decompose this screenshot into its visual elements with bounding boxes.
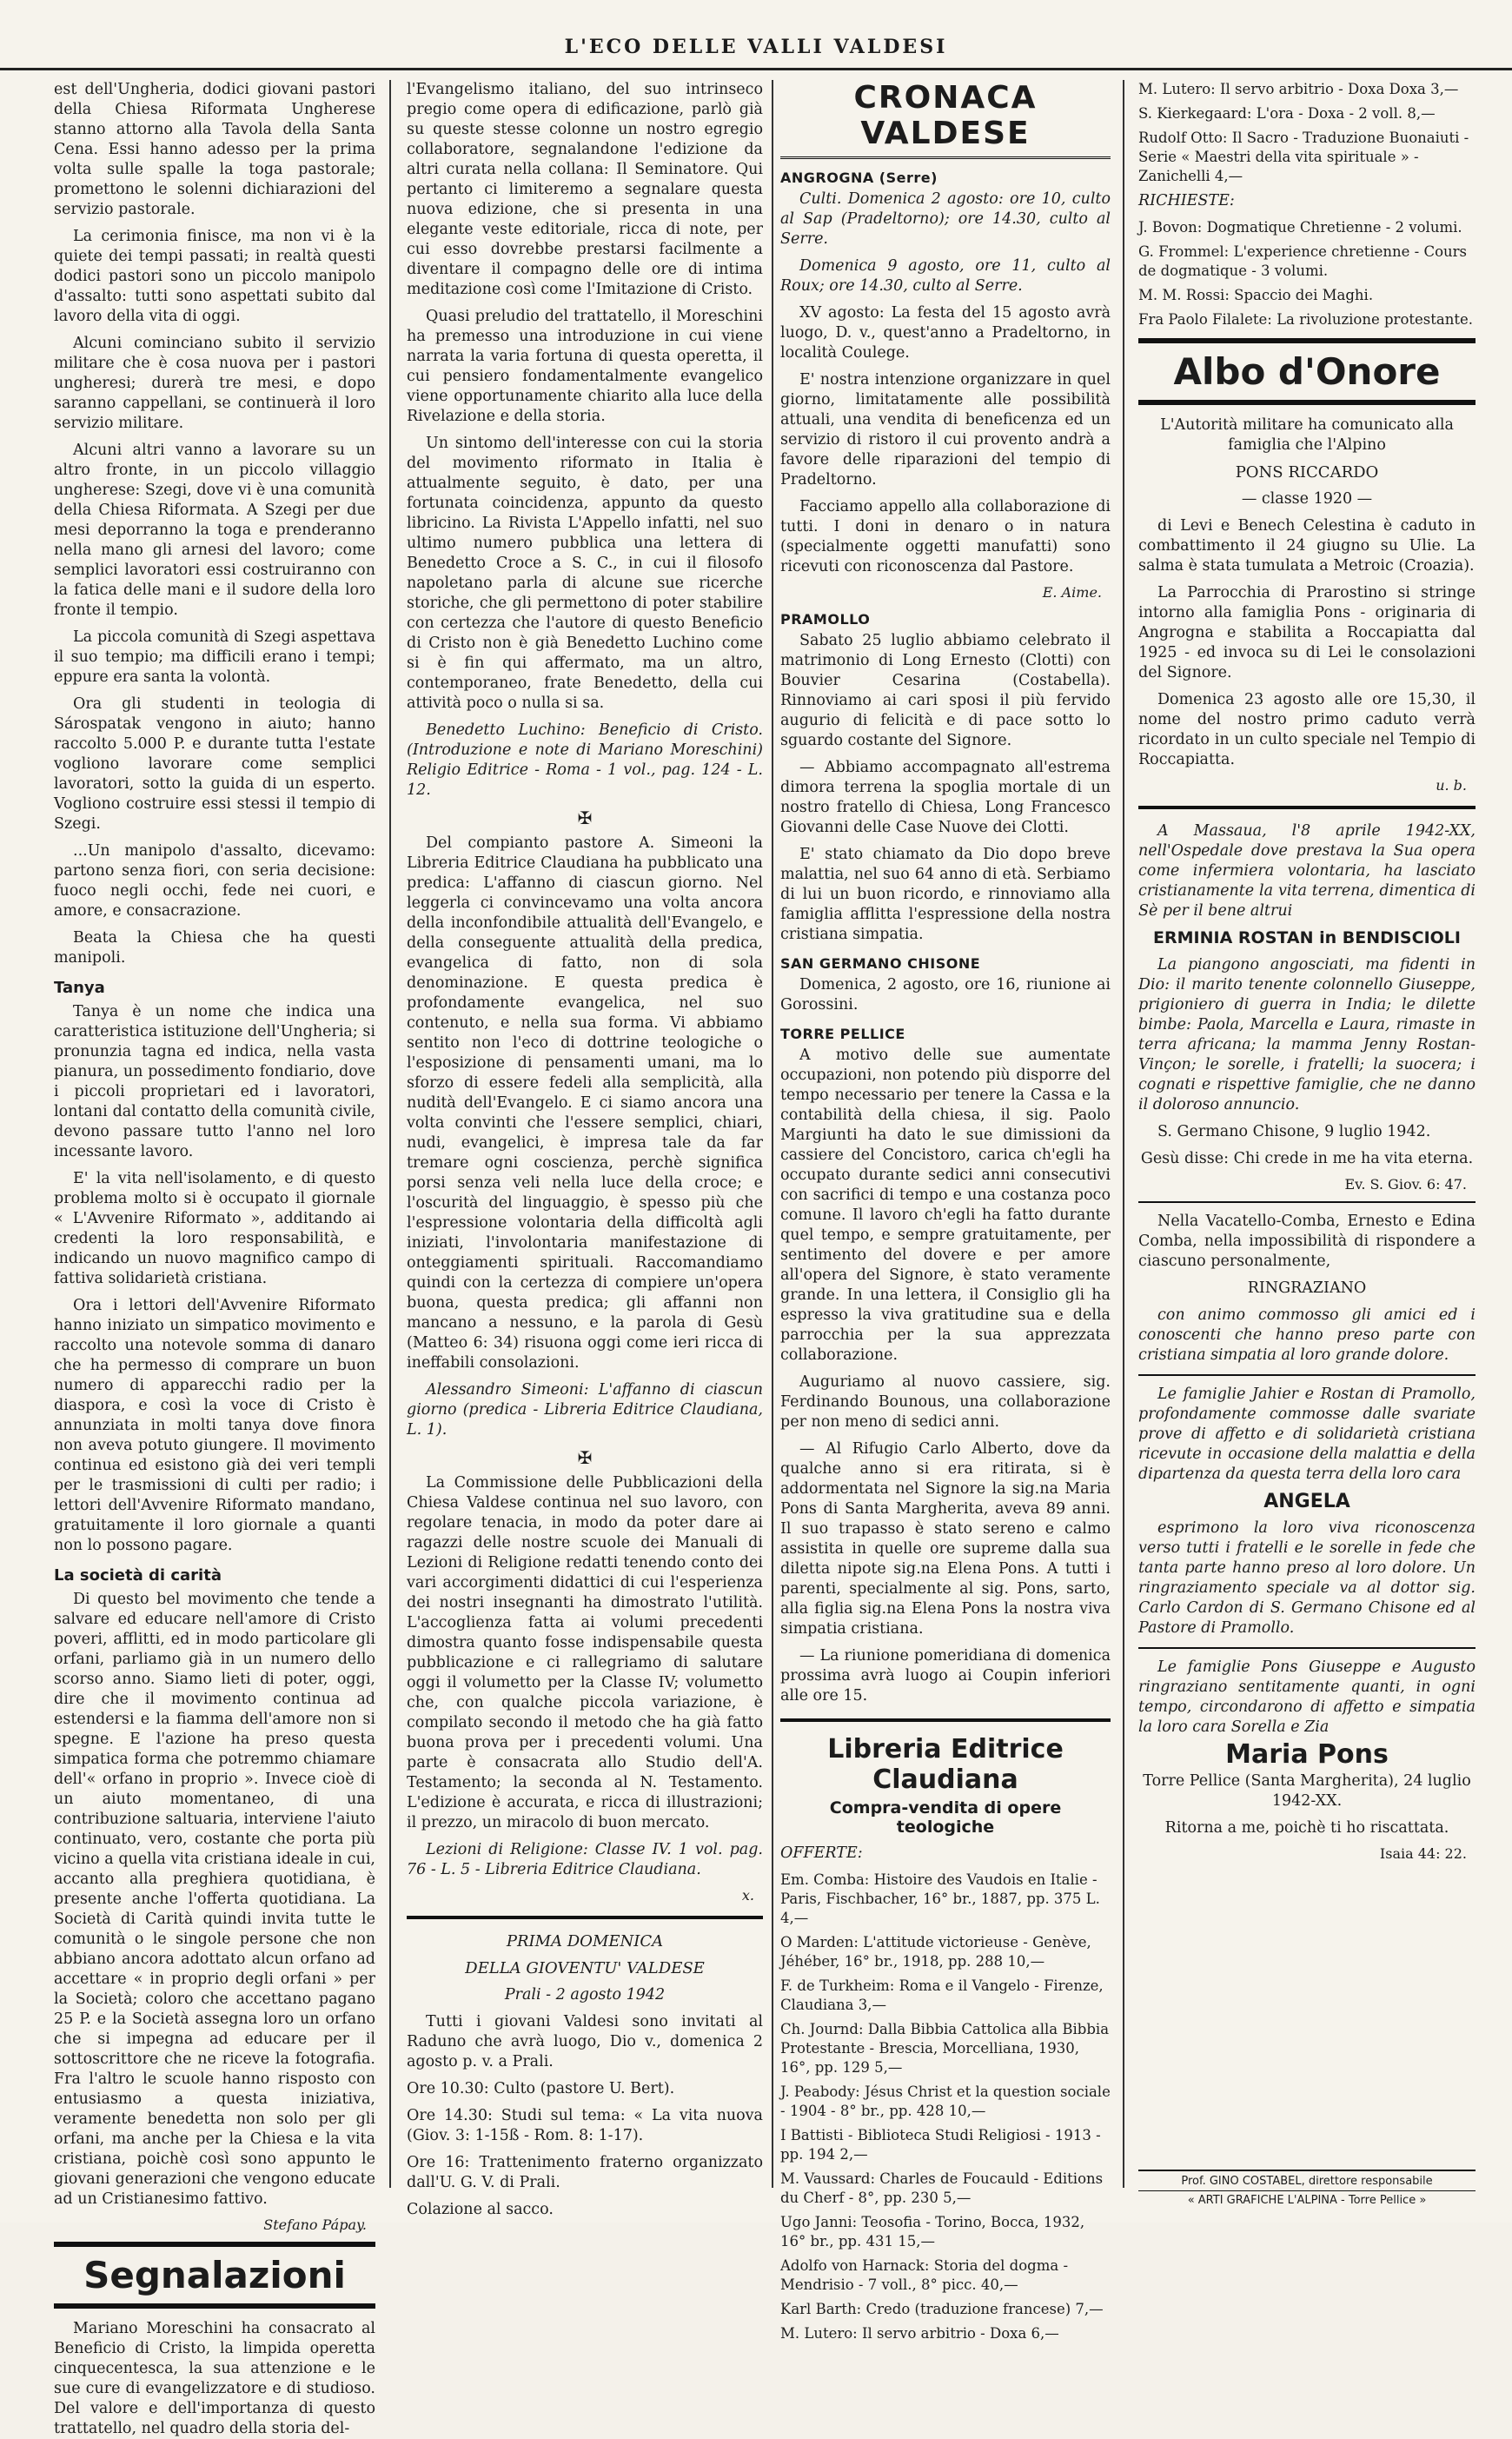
divider (1138, 1201, 1476, 1203)
fallen-name: PONS RICCARDO (1235, 463, 1379, 482)
paragraph: A Massaua, l'8 aprile 1942-XX, nell'Ospedale dove prestava la Sua opera come infermiera volontaria, ha lasciato cristianamente la vita terrena, dimentica di Sè per il bene altrui (1138, 822, 1476, 920)
cross-ornament: ✠ (577, 1447, 593, 1468)
paragraph: Le famiglie Pons Giuseppe e Augusto ringraziano sentitamente quanti, in ogni tempo, circondarono di affetto e simpatia la loro cara Sorella e Zia (1138, 1658, 1476, 1736)
section-heading: PRAMOLLO (780, 611, 871, 628)
paragraph: est dell'Ungheria, dodici giovani pastori della Chiesa Riformata Ungherese stanno attorno alla Tavola della Santa Cena. Essi hanno adesso per la prima volta sulle spalle la toga pastorale; promettono le solenni dichiarazioni del servizio pastorale. (54, 81, 375, 218)
fallen-class: — classe 1920 — (1241, 490, 1373, 508)
paragraph: Di questo bel movimento che tende a salvare ed educare nell'amore di Cristo poveri, afflitti, ed in modo particolare gli orfani, parliamo già in un numero dello scorso anno. Siamo lieti di poter, oggi, dire che il movimento continua ad estendersi e la fiamma dell'amore non si spegne. E l'azione ha preso questa simpatica forma che potremmo chiamare dell'« orfano in proprio ». Invece cioè di un aiuto momentaneo, di una contribuzione saltuaria, interviene l'aiuto continuato, vero, costante che porta più vicino a quella vita cristiana ideale in cui, accanto alla preghiera quotidiana, è presente anche l'offerta quotidiana. La Società di Carità quindi invita tutte le comunità o le singole persone che non abbiano ancora adottato alcun orfano ad accettare « in proprio degli orfani » per la Società; coloro che accettano pagano 25 P. e la Società assegna loro un orfano che si impegna ad educare per il sottoscrittore che ne riceve la fotografia. Fra l'altro le scuole hanno risposto con entusiasmo a questa iniziativa, veramente benedetta non solo per gli orfani, ma anche per la Chiesa e la vita cristiana, poichè così sono appunto le giovani generazioni che vengono educate ad un Cristianesimo fattivo. (54, 1591, 375, 2208)
verse-reference: Isaia 44: 22. (1379, 1845, 1467, 1862)
place-date: Torre Pellice (Santa Margherita), 24 luglio 1942-XX. (1143, 1772, 1471, 1810)
column-rule (772, 80, 773, 2188)
paragraph: Beata la Chiesa che ha questi manipoli. (54, 929, 375, 967)
signature: E. Aime. (1042, 584, 1102, 601)
paragraph: ...Un manipolo d'assalto, dicevamo: partono senza fiori, con seria decisione: fuoco negli occhi, fede nei cuori, e amore, e consacrazione. (54, 842, 375, 920)
section-heading: La società di carità (54, 1566, 222, 1585)
list-item: M. Vaussard: Charles de Foucauld - Editions du Cherf - 8°, pp. 230 5,— (780, 2170, 1104, 2206)
bibliographic-note: Lezioni di Religione: Classe IV. 1 vol. pag. 76 - L. 5 - Libreria Editrice Claudiana. (407, 1841, 763, 1878)
paragraph: Culti. Domenica 2 agosto: ore 10, culto al Sap (Pradeltorno); ore 14.30, culto al Serre. (780, 190, 1111, 248)
section-heading: Tanya (54, 979, 105, 997)
paragraph: XV agosto: La festa del 15 agosto avrà luogo, D. v., quest'anno a Pradeltorno, in località Coulege. (780, 304, 1111, 362)
richieste-list (1138, 218, 1476, 329)
divider (1138, 1647, 1476, 1649)
program-item: Ore 14.30: Studi sul tema: « La vita nuova (Giov. 3: 1-15ß - Rom. 8: 1-17). (407, 2107, 763, 2144)
paragraph: l'Evangelismo italiano, del suo intrinseco pregio come opera di edificazione, parlò già su queste stesse colonne un nostro egregio collaboratore, segnalandone l'edizione da altri curata nella collana: Il Seminatore. Qui pertanto ci limiteremo a segnalare questa nuova edizione, che si presenta in una elegante veste editoriale, ricca di note, per cui esso dovrebbe prestarsi facilmente a diventare il compagno delle ore di intima meditazione così come l'Imitazione di Cristo. (407, 81, 763, 298)
list-item: M. M. Rossi: Spaccio dei Maghi. (1138, 287, 1374, 303)
column-rule (389, 80, 391, 2188)
paragraph: L'Autorità militare ha comunicato alla famiglia che l'Alpino (1160, 416, 1454, 454)
list-item: J. Peabody: Jésus Christ et la question sociale - 1904 - 8° br., pp. 428 10,— (780, 2083, 1111, 2119)
paragraph: con animo commosso gli amici ed i conoscenti che hanno preso parte con cristiana simpatia al loro grande dolore. (1138, 1306, 1476, 1364)
paragraph: Alcuni cominciano subito il servizio militare che è cosa nuova per i pastori ungheresi; durerà tre mesi, e dopo saranno cappellani, se continuerà il loro servizio militare. (54, 335, 375, 432)
paragraph: A motivo delle sue aumentate occupazioni, non potendo più disporre del tempo necessario per tenere la Cassa e la contabilità della chiesa, il sig. Paolo Margiunti ha dato le sue dimissioni da cassiere del Concistoro, carica ch'egli ha occupato durante sedici anni consecutivi con sacrifici di tempo e una costanza poco comune. Il lavoro ch'egli ha fatto durante quel tempo, e sempre gratuitamente, per sentimento del dovere e per amore all'opera del Signore, è stato veramente grande. In una lettera, il Consiglio gli ha espresso la viva gratitudine sua e della parrocchia per la sua apprezzata collaborazione. (780, 1047, 1111, 1364)
list-item: J. Bovon: Dogmatique Chretienne - 2 volumi. (1138, 219, 1462, 236)
section-heading: ANGROGNA (Serre) (780, 169, 938, 186)
paragraph: La piccola comunità di Szegi aspettava il suo tempio; ma difficili erano i tempi; eppure era santa la volontà. (54, 628, 375, 686)
list-label: OFFERTE: (780, 1844, 863, 1862)
libreria-heading: Libreria Editrice Claudiana (827, 1734, 1064, 1795)
list-item: Rudolf Otto: Il Sacro - Traduzione Buonaiuti - Serie « Maestri della vita spirituale » - Zanichelli 4,— (1138, 130, 1469, 184)
list-item: F. de Turkheim: Roma e il Vangelo - Firenze, Claudiana 3,— (780, 1977, 1104, 2013)
signature: u. b. (1436, 777, 1467, 794)
list-item: S. Kierkegaard: L'ora - Doxa - 2 voll. 8,— (1138, 105, 1436, 122)
list-item: O Marden: L'attitude victorieuse - Genève, Jéhéber, 16° br., 1918, pp. 288 10,— (780, 1934, 1091, 1970)
footer-printer: « ARTI GRAFICHE L'ALPINA - Torre Pellice » (1138, 2190, 1476, 2207)
paragraph: esprimono la loro viva riconoscenza verso tutti i fratelli e le sorelle in fede che tanta parte hanno preso al loro dolore. Un ringraziamento speciale va al dottor sig. Carlo Cardon di S. Germano Chisone ed al Pastore di Pramollo. (1138, 1519, 1476, 1637)
list-item: Em. Comba: Histoire des Vaudois en Italie - Paris, Fischbacher, 16° br., 1887, pp. 375 L. 4,— (780, 1871, 1100, 1926)
paragraph: Del compianto pastore A. Simeoni la Libreria Editrice Claudiana ha pubblicato una predica: L'affanno di ciascun giorno. Nel leggerla ci convincevamo una volta ancora della inconfondibile attualità dell'Evangelo, e della conseguente attualità della predica, evangelica di fatto, non di sola denominazione. E questa predica è profondamente evangelica, nel suo contenuto, e nella sua forma. Vi abbiamo sentito non l'eco di dottrine teologiche o l'esposizione di pensamenti umani, ma lo sforzo di essere fedeli alla semplicità, alla nudità dell'Evangelo. E ci siamo ancora una volta convinti che l'essere semplici, chiari, nudi, evangelici, è impresa tale da far tremare ogni coscienza, perchè significa porsi senza veli nella luce della croce; e l'oscurità del linguaggio, è spesso più che l'espressione volontaria della difficoltà agli iniziati, l'involontaria manifestazione di onteggiamenti spirituali. Raccomandiamo quindi con la certezza di compiere un'opera buona, questa predica; gli affanni non mancano a nessuno, e la parola di Gesù (Matteo 6: 34) risuona oggi come ieri ricca di ineffabili consolazioni. (407, 834, 763, 1372)
event-title: PRIMA DOMENICA (506, 1932, 664, 1951)
offerte-list (780, 1871, 1111, 2343)
paragraph: Facciamo appello alla collaborazione di tutti. I doni in denaro o in natura (specialmente oggetti manufatti) sono ricevuti con riconoscenza dal Pastore. (780, 498, 1111, 575)
paragraph: Alcuni altri vanno a lavorare su un altro fronte, in un piccolo villaggio ungherese: Szegi, dove vi è una comunità della Chiesa Riformata. A Szegi per due mesi deporranno la toga e prenderanno nella mano gli arnesi del lavoro; come semplici lavoratori essi costruiranno con la fatica delle mani e il sudore della loro fronte il tempio. (54, 442, 375, 619)
list-item: G. Frommel: L'experience chretienne - Cours de dogmatique - 3 volumi. (1138, 243, 1468, 279)
paragraph: Sabato 25 luglio abbiamo celebrato il matrimonio di Long Ernesto (Clotti) con Bouvier Cesarina (Costabella). Rinnoviamo ai cari sposi il più fervido augurio di felicità e di pace sotto lo sguardo costante del Signore. (780, 632, 1111, 749)
footer-editor: Prof. GINO COSTABEL, direttore responsabile (1138, 2170, 1476, 2188)
paragraph: Tutti i giovani Valdesi sono invitati al Raduno che avrà luogo, Dio v., domenica 2 agosto p. v. a Prali. (407, 2013, 763, 2070)
paragraph: La Commissione delle Pubblicazioni della Chiesa Valdese continua nel suo lavoro, con regolare tenacia, in modo da poter dare ai ragazzi delle nostre scuole dei Manuali di Lezioni di Religione redatti tenendo conto dei vari accorgimenti didattici di cui l'esperienza dei nostri insegnanti ha dimostrato l'utilità. L'accoglienza fatta ai volumi precedenti dimostra quanto fosse indispensabile questa pubblicazione e ci rallegriamo di salutare oggi il volumetto per la Classe IV; volumetto che, con qualche piccola variazione, è compilato secondo il metodo che ha già fatto buona prova per i precedenti volumi. Una parte è consacrata allo Studio dell'A. Testamento; la seconda al N. Testamento. L'edizione è accurata, e ricca di illustrazioni; il prezzo, un miracolo di buon mercato. (407, 1474, 763, 1831)
event-title: DELLA GIOVENTU' VALDESE (465, 1959, 705, 1977)
section-heading: SAN GERMANO CHISONE (780, 955, 981, 972)
segnalazioni-heading: Segnalazioni (54, 2242, 375, 2309)
offerte-list-continued (1138, 80, 1476, 186)
deceased-name: ERMINIA ROSTAN in BENDISCIOLI (1153, 928, 1461, 947)
bibliographic-note: Alessandro Simeoni: L'affanno di ciascun giorno (predica - Libreria Editrice Claudiana, L. 1). (407, 1381, 763, 1439)
paragraph: Auguriamo al nuovo cassiere, sig. Ferdinando Bounous, una collaborazione per non meno di sedici anni. (780, 1373, 1111, 1431)
divider (1138, 1374, 1476, 1376)
deceased-name: ANGELA (1263, 1491, 1350, 1512)
cross-ornament: ✠ (577, 807, 593, 828)
bible-verse: Gesù disse: Chi crede in me ha vita eterna. (1140, 1150, 1474, 1167)
signature: x. (741, 1887, 754, 1904)
list-item: Fra Paolo Filalete: La rivoluzione protestante. (1138, 311, 1473, 328)
paragraph: Un sintomo dell'interesse con cui la storia del movimento riformato in Italia è attualmente seguito, è dato, per una fortunata coincidenza, appunto da questo libricino. La Rivista L'Appello infatti, nel suo ultimo numero pubblica una lettera di Benedetto Croce a S. C., in cui il filosofo napoletano parla di alcune sue ricerche storiche, che gli permettono di poter stabilire con certezza che l'autore di questo Beneficio di Cristo non è già Benedetto Luchino come si è fin qui affermato, ma un altro, contemporaneo, frate Benedetto, della cui attività poco o nulla si sa. (407, 435, 763, 712)
column-3 (780, 80, 1111, 2342)
list-item: I Battisti - Biblioteca Studi Religiosi - 1913 - pp. 194 2,— (780, 2127, 1101, 2163)
paragraph: La Parrocchia di Prarostino si stringe intorno alla famiglia Pons - originaria di Angrogna e stabilita a Roccapiatta dal 1925 - ed invoca su di Lei le consolazioni del Signore. (1138, 584, 1476, 681)
column-1 (54, 80, 375, 2437)
libreria-subheading: Compra-vendita di opere teologiche (829, 1798, 1062, 1837)
list-item: Ugo Janni: Teosofia - Torino, Bocca, 1932, 16° br., pp. 431 15,— (780, 2214, 1085, 2250)
paragraph: La piangono angosciati, ma fidenti in Dio: il marito tenente colonnello Giuseppe, prigioniero di guerra in India; le dilette bimbe: Paola, Marcella e Laura, rimaste in terra africana; la mamma Jenny Rostan-Vinçon; le sorelle, i fratelli; la suocera; i cognati e rispettive famiglie, che ne danno il doloroso annuncio. (1138, 956, 1476, 1113)
masthead: L'ECO DELLE VALLI VALDESI (0, 24, 1512, 70)
list-item: M. Lutero: Il servo arbitrio - Doxa 6,— (780, 2325, 1059, 2342)
paragraph: Domenica 9 agosto, ore 11, culto al Roux; ore 14.30, culto al Serre. (780, 257, 1111, 295)
column-rule (1123, 80, 1124, 2188)
divider (1138, 806, 1476, 809)
deceased-name: Maria Pons (1225, 1739, 1389, 1770)
ringraziano-label: RINGRAZIANO (1247, 1279, 1367, 1297)
paragraph: Domenica 23 agosto alle ore 15,30, il nome del nostro primo caduto verrà ricordato in un culto speciale nel Tempio di Roccapiatta. (1138, 691, 1476, 768)
signature: Stefano Pápay. (263, 2216, 367, 2233)
article-ungheria (54, 80, 375, 968)
section-heading: TORRE PELLICE (780, 1026, 905, 1042)
paragraph: Nella Vacatello-Comba, Ernesto e Edina Comba, nella impossibilità di rispondere a ciascuno personalmente, (1138, 1213, 1476, 1270)
program-item: Ore 10.30: Culto (pastore U. Bert). (407, 2080, 675, 2097)
divider (407, 1916, 763, 1919)
footer (1138, 2170, 1476, 2207)
cronaca-valdese-heading: CRONACA VALDESE (780, 80, 1111, 159)
paragraph: — La riunione pomeridiana di domenica prossima avrà luogo ai Coupin inferiori alle ore 15. (780, 1647, 1111, 1705)
column-2 (407, 80, 763, 2218)
paragraph: Le famiglie Jahier e Rostan di Pramollo, profondamente commosse dalle svariate prove di affetto e di solidarietà cristiana ricevute in occasione della malattia e della dipartenza da questa terra della loro cara (1138, 1386, 1476, 1483)
paragraph: — Al Rifugio Carlo Alberto, dove da qualche anno si era ritirata, si è addormentata nel Signore la sig.na Maria Pons di Santa Margherita, aveva 89 anni. Il suo trapasso è stato sereno e calmo assistita in quelle ore supreme dalla sua diletta nipote sig.na Elena Pons. A tutti i parenti, specialmente al sig. Pons, sarto, alla figlia sig.na Elena Pons la nostra viva simpatia cristiana. (780, 1440, 1111, 1638)
program-item: Colazione al sacco. (407, 2201, 554, 2218)
list-item: M. Lutero: Il servo arbitrio - Doxa Doxa 3,— (1138, 81, 1459, 97)
program-item: Ore 16: Trattenimento fraterno organizzato dall'U. G. V. di Prali. (407, 2154, 763, 2191)
paragraph: — Abbiamo accompagnato all'estrema dimora terrena la spoglia mortale di un nostro fratello di Chiesa, Long Francesco Giovanni delle Case Nuove dei Clotti. (780, 759, 1111, 836)
event-date: Prali - 2 agosto 1942 (504, 1986, 666, 2004)
paragraph: Quasi preludio del trattatello, il Moreschini ha premesso una introduzione in cui viene narrata la varia fortuna di questa operetta, il cui pensiero fondamentalmente evangelico viene opportunamente chiarito alla luce della Rivelazione e della storia. (407, 308, 763, 425)
list-label: RICHIESTE: (1138, 192, 1235, 209)
bible-verse: Ritorna a me, poichè ti ho riscattata. (1164, 1819, 1449, 1837)
bibliographic-note: Benedetto Luchino: Beneficio di Cristo. (Introduzione e note di Mariano Moreschini) Religio Editrice - Roma - 1 vol., pag. 124 - L. 12. (407, 721, 763, 799)
list-item: Adolfo von Harnack: Storia del dogma - Mendrisio - 7 voll., 8° picc. 40,— (780, 2257, 1069, 2293)
list-item: Ch. Journd: Dalla Bibbia Cattolica alla Bibbia Protestante - Brescia, Morcelliana, 1930, 16°, pp. 129 5,— (780, 2021, 1110, 2076)
paragraph: Mariano Moreschini ha consacrato al Beneficio di Cristo, la limpida operetta cinquecentesca, la sua attenzione e le sue cure di evangelizzatore e di studioso. Del valore e dell'importanza di questo trattatello, nel quadro della storia del- (54, 2320, 375, 2437)
verse-reference: Ev. S. Giov. 6: 47. (1344, 1176, 1467, 1193)
paragraph: di Levi e Benech Celestina è caduto in combattimento il 24 giugno su Ulie. La salma è stata tumulata a Metroic (Croazia). (1138, 517, 1476, 575)
column-4 (1138, 80, 1476, 2188)
paragraph: Domenica, 2 agosto, ore 16, riunione ai Gorossini. (780, 976, 1111, 1013)
paragraph: E' nostra intenzione organizzare in quel giorno, limitatamente alle possibilità attuali, una vendita di beneficenza ed un servizio di ristoro il cui provento andrà a favore delle riparazioni del tempio di Pradeltorno. (780, 371, 1111, 488)
divider (780, 1718, 1111, 1722)
place-date: S. Germano Chisone, 9 luglio 1942. (1157, 1123, 1431, 1140)
paragraph: Ora gli studenti in teologia di Sárospatak vengono in aiuto; hanno raccolto 5.000 P. e durante tutta l'estate vogliono lavorare come semplici lavoratori, sotto la guida di un esperto. Vogliono costruire essi stessi il tempio di Szegi. (54, 695, 375, 833)
paragraph: E' la vita nell'isolamento, e di questo problema molto si è occupato il giornale « L'Avvenire Riformato », additando ai credenti la loro responsabilità, e indicando un nuovo magnifico campo di fattiva solidarietà cristiana. (54, 1170, 375, 1287)
albo-onore-heading: Albo d'Onore (1138, 338, 1476, 405)
list-item: Karl Barth: Credo (traduzione francese) 7,— (780, 2301, 1104, 2317)
paragraph: La cerimonia finisce, ma non vi è la quiete dei tempi passati; in realtà questi dodici pastori sono un piccolo manipolo d'assalto: tutti sono aspettati subito dal lavoro della vita di oggi. (54, 228, 375, 325)
paragraph: Tanya è un nome che indica una caratteristica istituzione dell'Ungheria; si pronunzia tagna ed indica, nella vasta pianura, un possedimento fondiario, dove i piccoli proprietari ed i lavoratori, lontani dal contatto della comunità civile, devono passare tutto l'anno nel loro incessante lavoro. (54, 1003, 375, 1160)
paragraph: E' stato chiamato da Dio dopo breve malattia, nel suo 64 anno di età. Serbiamo di lui un buon ricordo, e rinnoviamo alla famiglia afflitta l'espressione della nostra cristiana simpatia. (780, 846, 1111, 943)
paragraph: Ora i lettori dell'Avvenire Riformato hanno iniziato un simpatico movimento e raccolto una notevole somma di danaro che ha permesso di comprare un buon numero di apparecchi radio per la diaspora, e così la voce di Cristo è annunziata in molti tanya dove finora non aveva potuto giungere. Il movimento continua ed esistono già dei veri templi per le trasmissioni di culti per radio; i lettori dell'Avvenire Riformato mandano, gratuitamente il loro giornale a quanti non lo possono pagare. (54, 1297, 375, 1554)
